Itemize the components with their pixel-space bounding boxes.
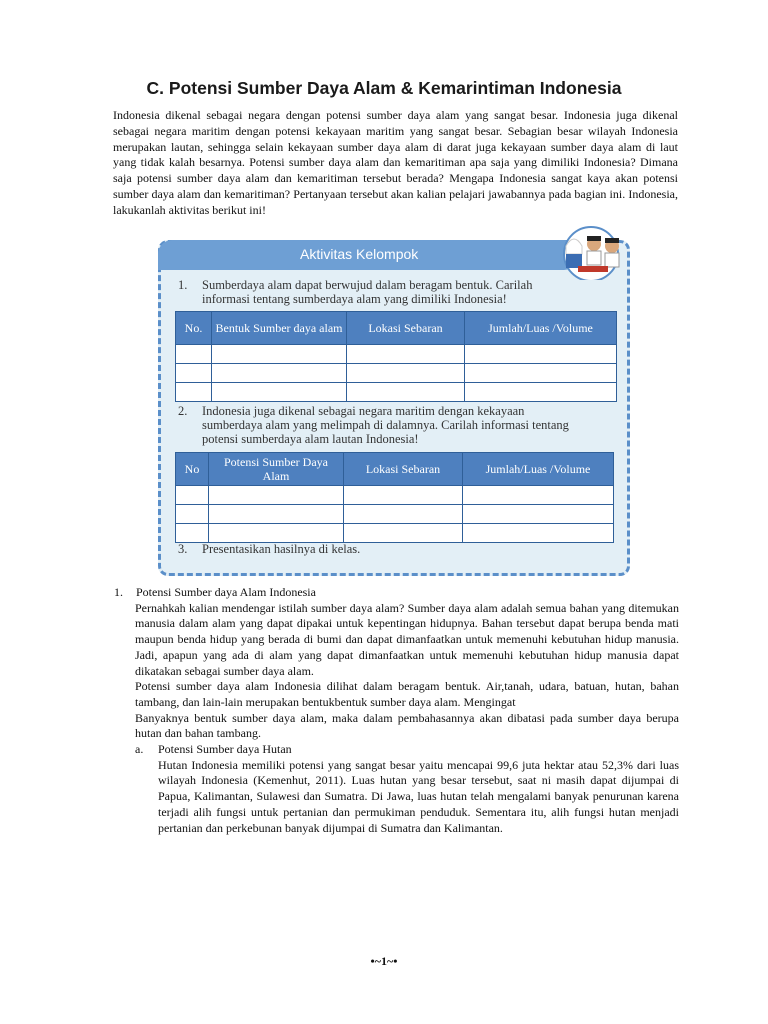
activity-table-2 — [175, 452, 614, 543]
table-header: Bentuk Sumber daya alam — [212, 312, 347, 345]
table-header: Lokasi Sebaran — [344, 453, 463, 486]
question-2-line: Indonesia juga dikenal sebagai negara maritim dengan kekayaan — [202, 404, 525, 418]
table-row — [176, 364, 617, 383]
table-row — [176, 505, 614, 524]
table-row — [176, 524, 614, 543]
question-3-number: 3. — [178, 542, 188, 556]
question-2-line: sumberdaya alam yang melimpah di dalamnya. Carilah informasi tentang — [202, 418, 569, 432]
subsection-letter: a. — [135, 742, 144, 757]
question-2-line: potensi sumberdaya alam lautan Indonesia! — [202, 432, 419, 446]
section-heading — [114, 585, 679, 601]
subsection-heading — [135, 742, 679, 758]
intro-paragraph: Indonesia dikenal sebagai negara dengan potensi sumber daya alam yang sangat besar. Indonesia juga dikenal sebagai negara maritim dengan potensi kekayaan maritim yang sangat besar. Sebagian besar wilayah Indonesia merupakan lautan, sehingga selain kekayaan sumber daya alam di darat juga kekayaan sumber daya alam di laut yang tidak kalah besarnya. Potensi sumber daya alam dan kemaritiman apa saja yang dimiliki Indonesia? Dimana saja potensi sumber daya alam dan kemaritiman tersebut berada? Mengapa Indonesia sangat kaya akan potensi sumber daya alam dan kemaritiman? Pertanyaan tersebut akan kalian pelajari jawabannya pada bagian ini. Indonesia, lakukanlah aktivitas berikut ini! — [113, 108, 678, 217]
activity-title: Aktivitas Kelompok — [300, 246, 419, 262]
question-3-text: Presentasikan hasilnya di kelas. — [202, 542, 361, 556]
paragraph: Banyaknya bentuk sumber daya alam, maka dalam pembahasannya akan dibatasi pada sumber daya berupa hutan dan bahan tambang. — [135, 710, 679, 741]
paragraph: Pernahkah kalian mendengar istilah sumber daya alam? Sumber daya alam adalah semua bahan yang ditemukan manusia dalam alam yang dapat dipakai untuk kepentingan hidupnya. Bahan tersebut dapat berupa benda mati maupun benda hidup yang berada di bumi dan dapat dimanfaatkan untuk memenuhi kebutuhan hidup manusia. Jadi, apapun yang ada di alam yang dapat dimanfaatkan untuk memenuhi kebutuhan hidup manusia dapat dikatakan sebagai sumber daya alam. — [135, 600, 679, 678]
table-row — [176, 383, 617, 402]
table-header: No. — [176, 312, 212, 345]
question-1-line: Sumberdaya alam dapat berwujud dalam beragam bentuk. Carilah — [202, 278, 533, 292]
table-header: No — [176, 453, 209, 486]
table-header: Jumlah/Luas /Volume — [465, 312, 617, 345]
page-number: •~1~• — [370, 954, 398, 968]
page-title: C. Potensi Sumber Daya Alam & Kemarintiman Indonesia — [146, 78, 622, 98]
table-header: Potensi Sumber Daya Alam — [209, 453, 344, 486]
table-row — [176, 345, 617, 364]
activity-table-1 — [175, 311, 617, 402]
paragraph: Hutan Indonesia memiliki potensi yang sangat besar yaitu mencapai 99,6 juta hektar atau 52,3% dari luas wilayah Indonesia (Kemenhut, 2011). Luas hutan yang besar tersebut, saat ni masih dapat dijumpai di Papua, Kalimantan, Sulawesi dan Sumatra. Di Jawa, luas hutan telah mengalami banyak penurunan karena terjadi alih fungsi untuk pertanian dan permukiman penduduk. Sementara itu, alih fungsi hutan menjadi pertanian dan perkebunan banyak dijumpai di Sumatra dan Kalimantan. — [158, 757, 679, 835]
table-header: Jumlah/Luas /Volume — [463, 453, 614, 486]
table-row — [176, 486, 614, 505]
section-title: Potensi Sumber daya Alam Indonesia — [136, 585, 316, 599]
students-illustration — [550, 224, 632, 280]
question-1-line: informasi tentang sumberdaya alam yang dimiliki Indonesia! — [202, 292, 507, 306]
section-number: 1. — [114, 585, 123, 599]
table-header: Lokasi Sebaran — [347, 312, 465, 345]
question-2-number: 2. — [178, 404, 188, 418]
paragraph: Potensi sumber daya alam Indonesia dilihat dalam beragam bentuk. Air,tanah, udara, batuan, hutan, bahan tambang, dan lain-lain merupakan bentukbentuk sumber daya alam. Mengingat — [135, 679, 679, 709]
question-1-number: 1. — [178, 278, 188, 292]
subsection-title: Potensi Sumber daya Hutan — [158, 742, 292, 757]
section-1 — [114, 585, 679, 836]
